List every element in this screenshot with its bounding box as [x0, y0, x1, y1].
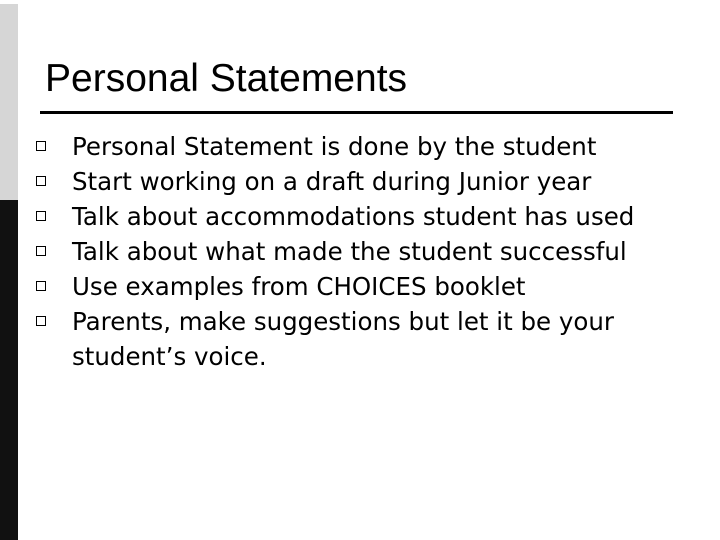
square-bullet-icon	[36, 141, 46, 151]
bullet-item	[36, 129, 696, 164]
square-bullet-icon	[36, 246, 46, 256]
bullet-item	[36, 304, 696, 374]
bullet-item	[36, 234, 696, 269]
slide-title: Personal Statements	[45, 57, 408, 100]
bullet-text: Parents, make suggestions but let it be your student’s voice.	[72, 307, 614, 371]
bullet-item	[36, 269, 696, 304]
bullet-item	[36, 199, 696, 234]
bullet-text: Talk about what made the student successful	[72, 237, 627, 266]
square-bullet-icon	[36, 211, 46, 221]
title-underline	[40, 111, 673, 114]
bullet-text: Start working on a draft during Junior year	[72, 167, 592, 196]
bullet-text: Personal Statement is done by the student	[72, 132, 597, 161]
bullet-item	[36, 164, 696, 199]
bullet-list	[36, 129, 696, 374]
square-bullet-icon	[36, 281, 46, 291]
square-bullet-icon	[36, 176, 46, 186]
left-accent-bar	[0, 0, 18, 540]
square-bullet-icon	[36, 316, 46, 326]
bullet-text: Talk about accommodations student has used	[72, 202, 635, 231]
bullet-text: Use examples from CHOICES booklet	[72, 272, 526, 301]
